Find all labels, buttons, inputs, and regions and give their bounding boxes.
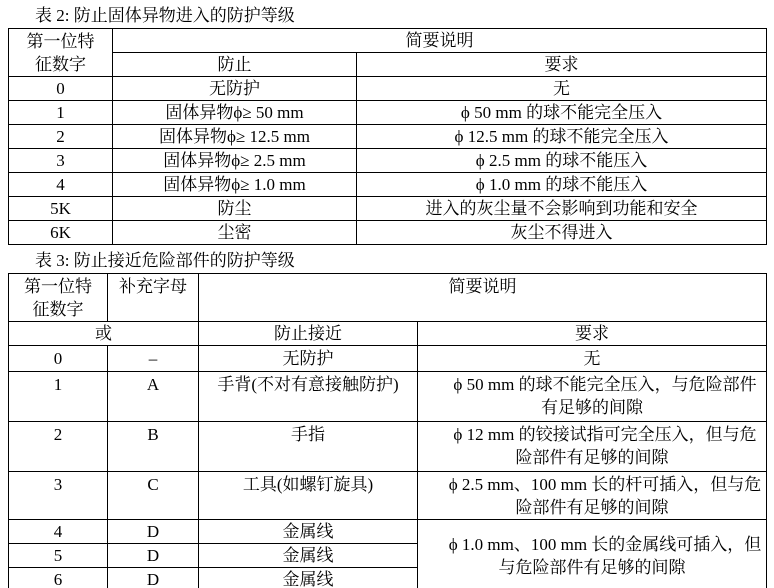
table3-row-3-digit: 3 <box>9 472 108 520</box>
table2-row-3-prevent: 固体异物ϕ≥ 2.5 mm <box>113 149 357 173</box>
table3-row-5-digit: 5 <box>9 544 108 568</box>
table2-row-4-requirement: ϕ 1.0 mm 的球不能压入 <box>357 173 767 197</box>
table3-row-6-letter: D <box>108 568 199 588</box>
table2-row-0-prevent: 无防护 <box>113 77 357 101</box>
table3-row-6-prevent: 金属线 <box>199 568 418 588</box>
table2-row-5k-digit: 5K <box>9 197 113 221</box>
table3-row-0-letter: – <box>108 346 199 372</box>
table3-rows-4-6-merged-requirement: ϕ 1.0 mm、100 mm 长的金属线可插入，但与危险部件有足够的间隙 <box>418 520 767 588</box>
table3-row-3-letter: C <box>108 472 199 520</box>
table3-row-2-digit: 2 <box>9 422 108 472</box>
table2-row-6k-digit: 6K <box>9 221 113 245</box>
table2-header-requirement: 要求 <box>357 53 767 77</box>
table2-row-5k-prevent: 防尘 <box>113 197 357 221</box>
table3-header-supplementary-letter: 补充字母 <box>108 274 199 322</box>
table3-hazardous-parts-protection <box>8 273 767 588</box>
table2-row-0-digit: 0 <box>9 77 113 101</box>
table3-row-3-requirement: ϕ 2.5 mm、100 mm 长的杆可插入，但与危险部件有足够的间隙 <box>418 472 767 520</box>
table3-header-row-1 <box>9 274 767 322</box>
table3-row-4-digit: 4 <box>9 520 108 544</box>
table2-row-1 <box>9 101 767 125</box>
table3-row-4-letter: D <box>108 520 199 544</box>
table2-header-brief: 简要说明 <box>113 29 767 53</box>
table2-row-1-digit: 1 <box>9 101 113 125</box>
table3-header-prevent-access: 防止接近 <box>199 322 418 346</box>
table2-row-2 <box>9 125 767 149</box>
table2-row-5k <box>9 197 767 221</box>
table2-row-4-digit: 4 <box>9 173 113 197</box>
table3-row-5-letter: D <box>108 544 199 568</box>
table3-row-3-prevent: 工具(如螺钉旋具) <box>199 472 418 520</box>
table2-row-0 <box>9 77 767 101</box>
table3-row-2 <box>9 422 767 472</box>
table2-row-4-prevent: 固体异物ϕ≥ 1.0 mm <box>113 173 357 197</box>
table2-row-6k <box>9 221 767 245</box>
table2-header-feature-digit <box>9 29 113 77</box>
table2-header-prevent: 防止 <box>113 53 357 77</box>
table2-row-5k-requirement: 进入的灰尘量不会影响到功能和安全 <box>357 197 767 221</box>
table3-row-5-prevent: 金属线 <box>199 544 418 568</box>
table3-row-1-digit: 1 <box>9 372 108 422</box>
table3-row-1-prevent: 手背(不对有意接触防护) <box>199 372 418 422</box>
table3-caption: 表 3: 防止接近危险部件的防护等级 <box>35 251 295 270</box>
table2-caption: 表 2: 防止固体异物进入的防护等级 <box>35 6 295 25</box>
table3-row-1 <box>9 372 767 422</box>
table3-row-0-requirement: 无 <box>418 346 767 372</box>
table2-row-3-digit: 3 <box>9 149 113 173</box>
table3-row-0-prevent: 无防护 <box>199 346 418 372</box>
table2-row-6k-prevent: 尘密 <box>113 221 357 245</box>
table3-header-brief: 简要说明 <box>199 274 767 322</box>
table3-row-6-digit: 6 <box>9 568 108 588</box>
table3-row-0-digit: 0 <box>9 346 108 372</box>
table2-header-row-1 <box>9 29 767 53</box>
table2-row-4 <box>9 173 767 197</box>
table3-row-3 <box>9 472 767 520</box>
table3-row-1-letter: A <box>108 372 199 422</box>
table2-row-1-prevent: 固体异物ϕ≥ 50 mm <box>113 101 357 125</box>
table2-header-feature-digit-line1: 第一位特 <box>26 31 95 51</box>
table2-row-2-requirement: ϕ 12.5 mm 的球不能完全压入 <box>357 125 767 149</box>
table2-row-2-digit: 2 <box>9 125 113 149</box>
table2-row-3 <box>9 149 767 173</box>
table3-row-2-requirement: ϕ 12 mm 的铰接试指可完全压入，但与危险部件有足够的间隙 <box>418 422 767 472</box>
table2-row-1-requirement: ϕ 50 mm 的球不能完全压入 <box>357 101 767 125</box>
table2-row-0-requirement: 无 <box>357 77 767 101</box>
table3-header-row-2 <box>9 322 767 346</box>
table2-header-row-2 <box>9 53 767 77</box>
table2-header-feature-digit-line2: 征数字 <box>35 54 86 74</box>
table3-row-1-requirement: ϕ 50 mm 的球不能完全压入，与危险部件有足够的间隙 <box>418 372 767 422</box>
table3-header-requirement: 要求 <box>418 322 767 346</box>
table3-row-2-letter: B <box>108 422 199 472</box>
table2-row-3-requirement: ϕ 2.5 mm 的球不能压入 <box>357 149 767 173</box>
table2-solid-objects-protection <box>8 28 767 245</box>
table3-row-4-prevent: 金属线 <box>199 520 418 544</box>
table3-header-feature-digit-line2: 征数字 <box>32 300 84 319</box>
table3-row-0 <box>9 346 767 372</box>
table2-row-2-prevent: 固体异物ϕ≥ 12.5 mm <box>113 125 357 149</box>
table3-header-feature-digit-line1: 第一位特 <box>24 277 92 296</box>
table2-row-6k-requirement: 灰尘不得进入 <box>357 221 767 245</box>
table3-header-or: 或 <box>9 322 199 346</box>
table3-row-2-prevent: 手指 <box>199 422 418 472</box>
table3-header-feature-digit <box>9 274 108 322</box>
table3-row-4 <box>9 520 767 544</box>
